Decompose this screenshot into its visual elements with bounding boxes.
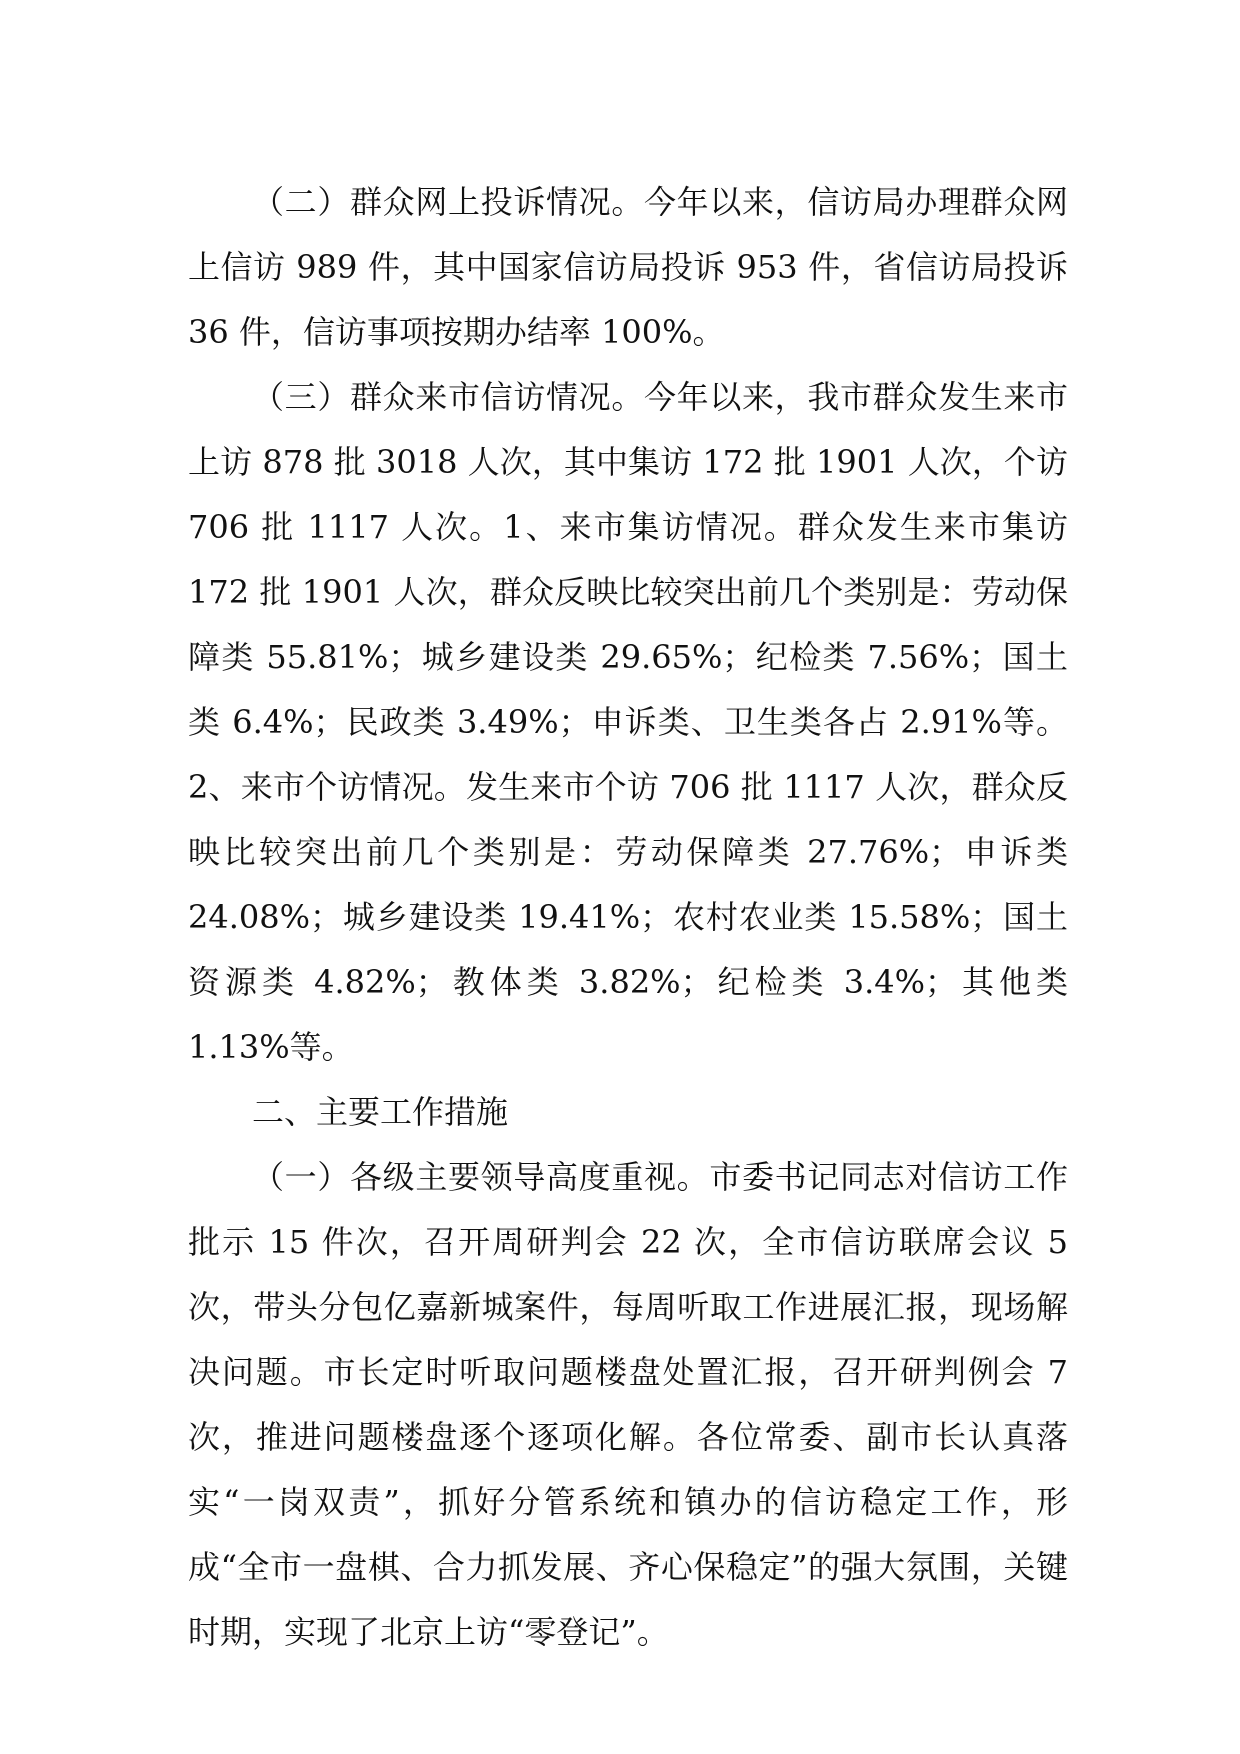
paragraph-leadership-attention: （一）各级主要领导高度重视。市委书记同志对信访工作批示 15 件次，召开周研判会 22 次，全市信访联席会议 5 次，带头分包亿嘉新城案件，每周听取工作进展汇报，现场解决问题。市长定时听取问题楼盘处置汇报，召开研判例会 7 次，推进问题楼盘逐个逐项化解。各位常委、副市长认真落实“一岗双责”，抓好分管系统和镇办的信访稳定工作，形成“全市一盘棋、合力抓发展、齐心保稳定”的强大氛围，关键时期，实现了北京上访“零登记”。 (188, 1158, 1068, 1651)
section-heading-main-measures: 二、主要工作措施 (252, 1093, 509, 1131)
paragraph-visits-to-city: （三）群众来市信访情况。今年以来，我市群众发生来市上访 878 批 3018 人次，其中集访 172 批 1901 人次，个访 706 批 1117 人次。1、来市集访情况。群众发生来市集访 172 批 1901 人次，群众反映比较突出前几个类别是：劳动保障类 55.81%；城乡建设类 29.65%；纪检类 7.56%；国土类 6.4%；民政类 3.49%；申诉类、卫生类各占 2.91%等。2、来市个访情况。发生来市个访 706 批 1117 人次，群众反映比较突出前几个类别是：劳动保障类 27.76%；申诉类 24.08%；城乡建设类 19.41%；农村农业类 15.58%；国土资源类 4.82%；教体类 3.82%；纪检类 3.4%；其他类 1.13%等。 (188, 378, 1068, 1066)
paragraph-online-complaints: （二）群众网上投诉情况。今年以来，信访局办理群众网上信访 989 件，其中国家信访局投诉 953 件，省信访局投诉 36 件，信访事项按期办结率 100%。 (188, 183, 1068, 351)
document-body (188, 170, 1068, 1665)
